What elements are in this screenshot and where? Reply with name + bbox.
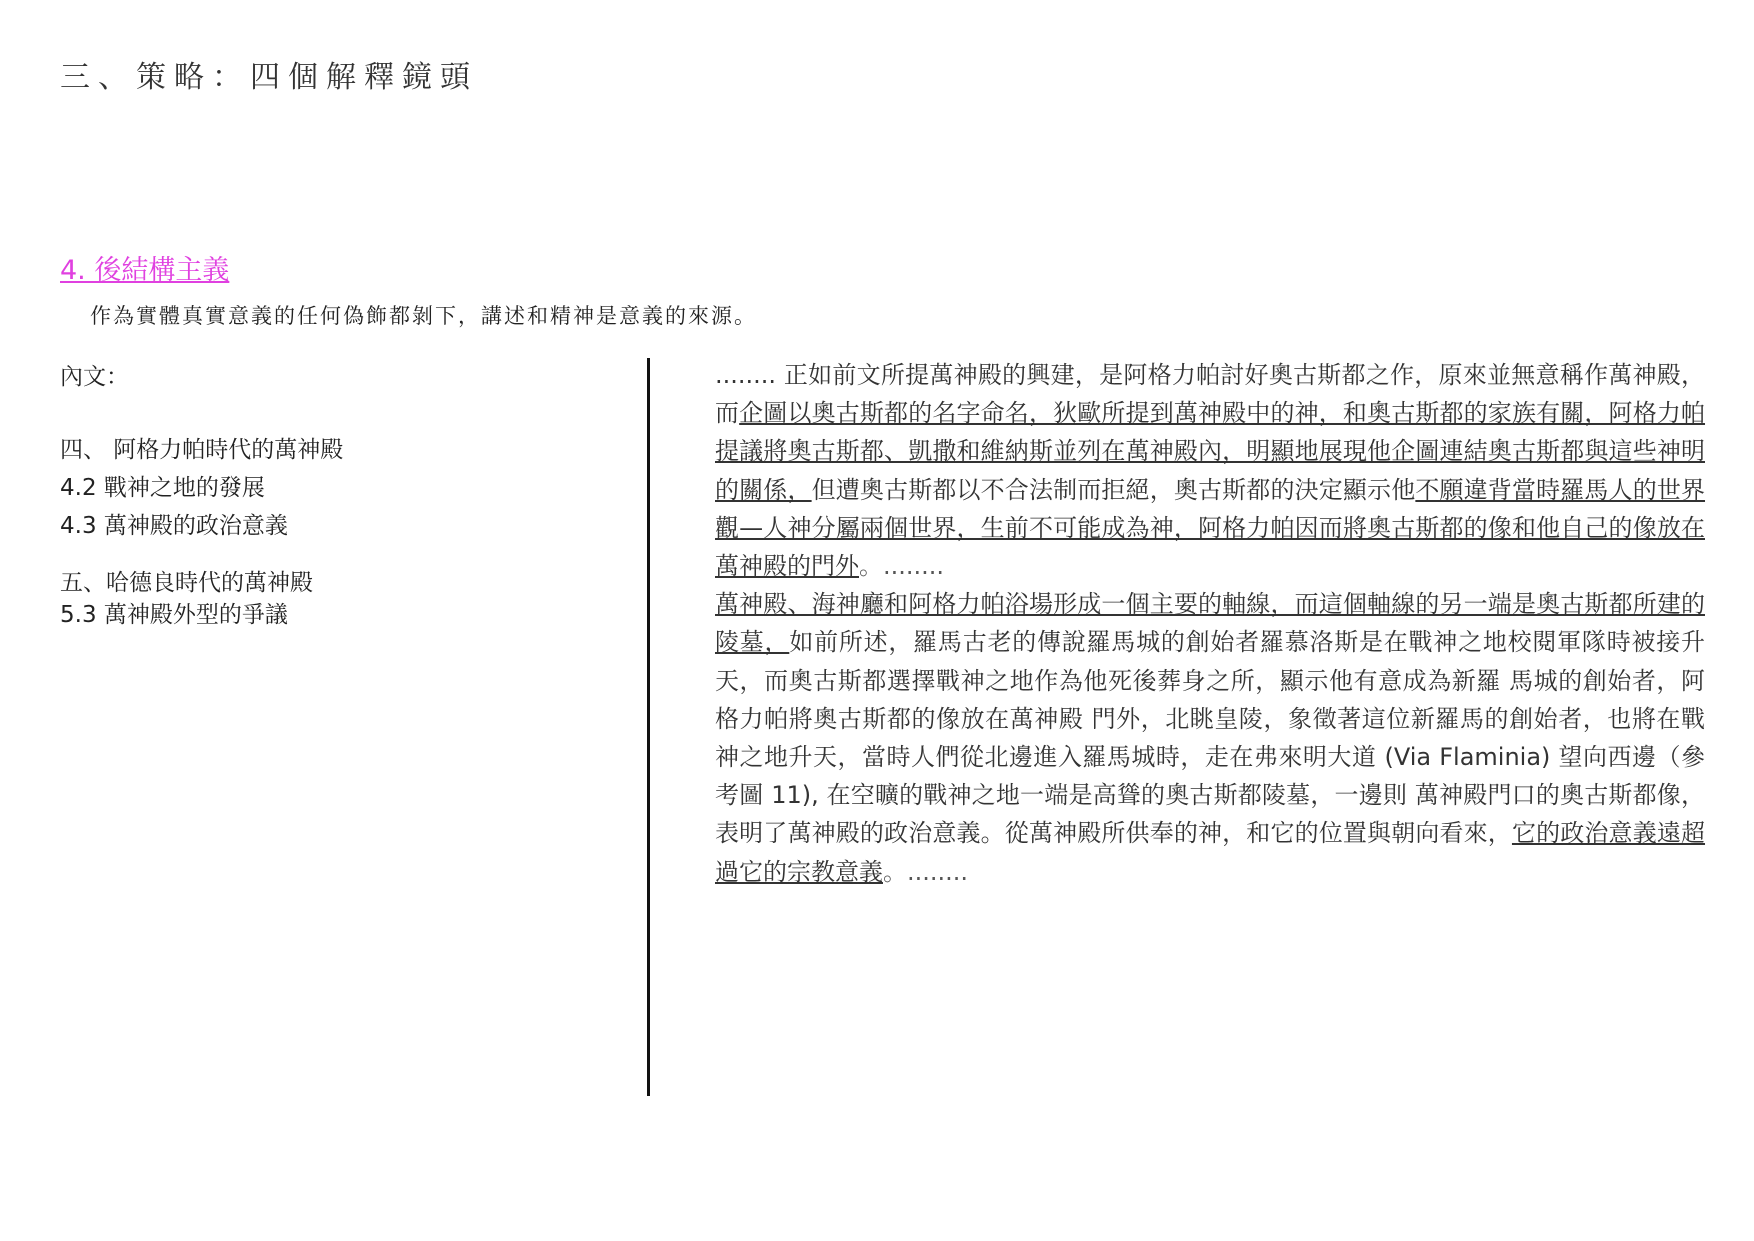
excerpt-column — [715, 356, 1705, 891]
excerpt-underlined-text: 企圖以奧古斯都的名字命名，狄歐所提到萬神殿中的神，和奧古斯都的家族有關，阿格力帕提議將奧古斯都、凱撒和維納斯並列在萬神殿內，明顯地展現他企圖連結奧古斯都與這些神明的關係， — [715, 399, 1706, 504]
contents-label: 內文： — [60, 364, 129, 390]
excerpt-paragraph-1 — [715, 356, 1705, 585]
chapter-4-title: 四、 阿格力帕時代的萬神殿 — [60, 437, 344, 463]
excerpt-ellipsis: 。........ — [859, 552, 945, 581]
excerpt-underlined-text: 萬神殿、海神廳和阿格力帕浴場形成一個主要的軸線，而這個軸線的另一端是奧古斯都所建的陵墓， — [715, 590, 1705, 657]
excerpt-text: 但遭奧古斯都以不合法制而拒絕，奧古斯都的決定顯示他 — [811, 475, 1416, 504]
chapter-4-item: 4.2 戰神之地的發展 — [60, 475, 265, 501]
section-heading: 4. 後結構主義 — [60, 255, 230, 286]
excerpt-paragraph-2 — [715, 585, 1705, 891]
excerpt-text: ........ 正如前文所提萬神殿的興建，是阿格力帕討好奧古斯都之作，原來並無意稱作萬神殿，而 — [715, 361, 1705, 428]
page-title: 三、策略：四個解釋鏡頭 — [60, 60, 478, 95]
excerpt-underlined-text: 不願違背當時羅馬人的世界觀—人神分屬兩個世界，生前不可能成為神，阿格力帕因而將奧古斯都的像和他自己的像放在萬神殿的門外 — [715, 475, 1706, 581]
column-divider — [647, 358, 650, 1096]
chapter-5-title: 五、哈德良時代的萬神殿 — [60, 570, 313, 596]
excerpt-text: 如前所述，羅馬古老的傳說羅馬城的創始者羅慕洛斯是在戰神之地校閱軍隊時被接升天，而奧古斯都選擇戰神之地作為他死後葬身之所，顯示他有意成為新羅 馬城的創始者，阿格力帕將奧古斯都的像放在萬神殿 門外，北眺皇陵，象徵著這位新羅馬的創始者，也將在戰神之地升天，當時人們從北邊進入羅馬城時，走在弗來明大道 (Via Flaminia) 望向西邊（參考圖 11), 在空曠的戰神之地一端是高聳的奧古斯都陵墓，一邊則 萬神殿門口的奧古斯都像，表明了萬神殿的政治意義。從萬神殿所供奉的神，和它的位置與朝向看來， — [715, 628, 1706, 848]
contents-column — [60, 358, 620, 631]
excerpt-underlined-text: 它的政治意義遠超過它的宗教意義 — [715, 819, 1706, 886]
chapter-5-item: 5.3 萬神殿外型的爭議 — [60, 602, 288, 628]
section-description: 作為實體真實意義的任何偽飾都剝下，講述和精神是意義的來源。 — [90, 304, 757, 328]
excerpt-ellipsis: 。........ — [883, 857, 969, 886]
chapter-4-item: 4.3 萬神殿的政治意義 — [60, 513, 288, 539]
